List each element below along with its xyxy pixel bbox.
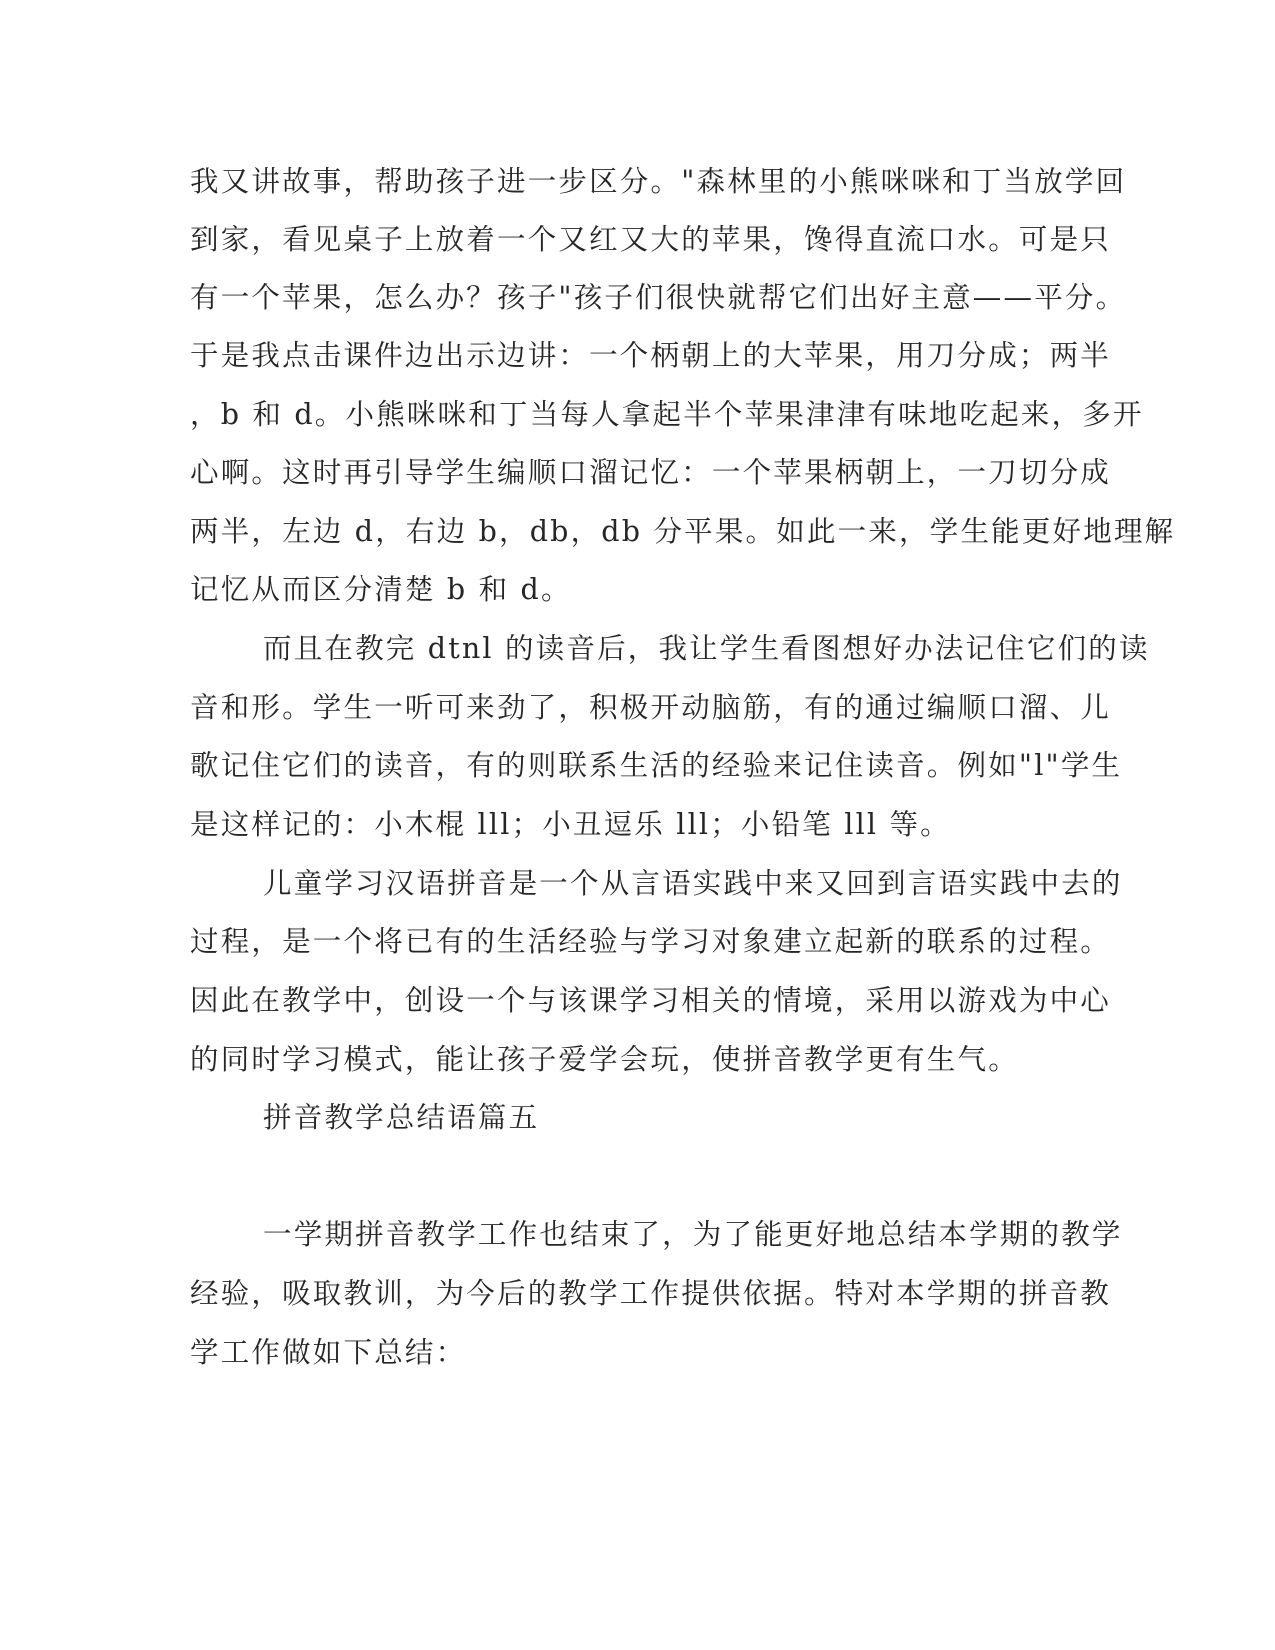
text-line: 过程，是一个将已有的生活经验与学习对象建立起新的联系的过程。	[190, 925, 1112, 958]
text-line: 儿童学习汉语拼音是一个从言语实践中来又回到言语实践中去的	[263, 867, 1123, 900]
text-line: 一学期拼音教学工作也结束了，为了能更好地总结本学期的教学	[263, 1218, 1123, 1251]
text-line: 两半，左边 d，右边 b，db，db 分平果。如此一来，学生能更好地理解	[190, 515, 1176, 548]
text-line: 音和形。学生一听可来劲了，积极开动脑筋，有的通过编顺口溜、儿	[190, 691, 1112, 724]
text-line: ，b 和 d。小熊咪咪和丁当每人拿起半个苹果津津有味地吃起来，多开	[190, 398, 1144, 431]
text-line: 学工作做如下总结：	[190, 1336, 467, 1369]
text-line: 的同时学习模式，能让孩子爱学会玩，使拼音教学更有生气。	[190, 1043, 1019, 1076]
text-line: 歌记住它们的读音，有的则联系生活的经验来记住读音。例如"l"学生	[190, 749, 1123, 782]
text-line: 经验，吸取教训，为今后的教学工作提供依据。特对本学期的拼音教	[190, 1277, 1112, 1310]
text-line: 因此在教学中，创设一个与该课学习相关的情境，采用以游戏为中心	[190, 984, 1112, 1017]
text-line: 有一个苹果，怎么办？孩子"孩子们很快就帮它们出好主意——平分。	[190, 281, 1127, 314]
text-line: 而且在教完 dtnl 的读音后，我让学生看图想好办法记住它们的读	[263, 632, 1150, 665]
section-heading: 拼音教学总结语篇五	[263, 1101, 540, 1134]
text-line: 心啊。这时再引导学生编顺口溜记忆：一个苹果柄朝上，一刀切分成	[190, 456, 1112, 489]
text-line: 到家，看见桌子上放着一个又红又大的苹果，馋得直流口水。可是只	[190, 223, 1112, 256]
text-line: 记忆从而区分清楚 b 和 d。	[190, 573, 572, 606]
text-line: 于是我点击课件边出示边讲：一个柄朝上的大苹果，用刀分成；两半	[190, 339, 1112, 372]
text-line: 是这样记的：小木棍 lll；小丑逗乐 lll；小铅笔 lll 等。	[190, 808, 951, 841]
text-line: 我又讲故事，帮助孩子进一步区分。"森林里的小熊咪咪和丁当放学回	[190, 165, 1127, 198]
